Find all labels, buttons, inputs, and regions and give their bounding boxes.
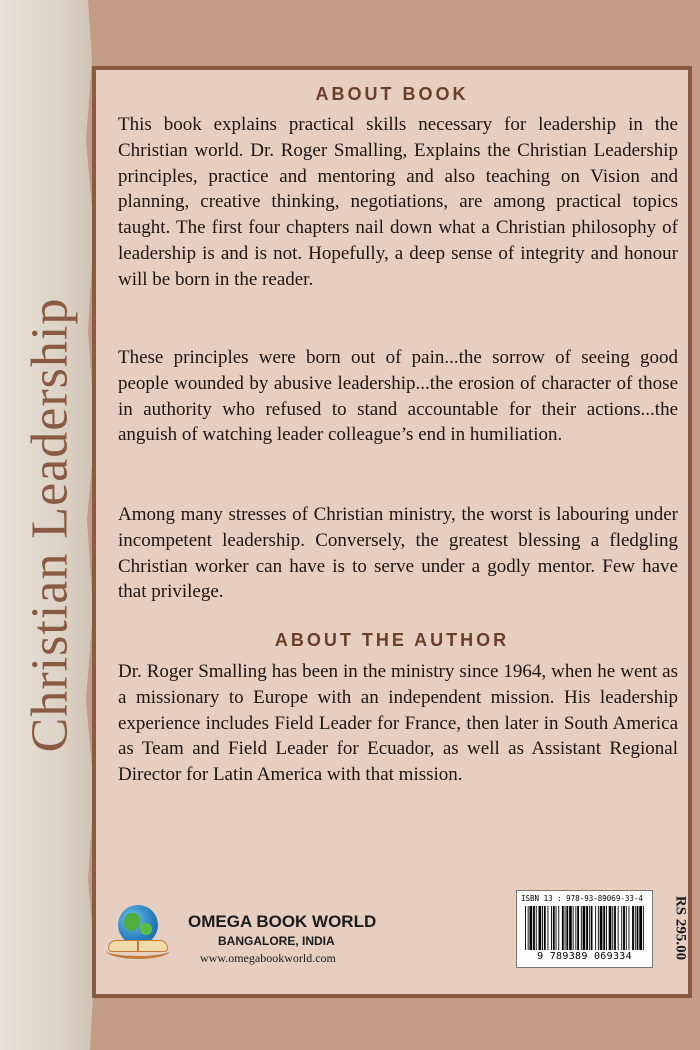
barcode-bar bbox=[637, 906, 639, 950]
barcode-bar bbox=[548, 906, 549, 950]
barcode-bar bbox=[606, 906, 607, 950]
publisher-location: BANGALORE, INDIA bbox=[218, 934, 335, 948]
globe-icon bbox=[118, 905, 158, 945]
barcode-bar bbox=[589, 906, 590, 950]
barcode-bar bbox=[536, 906, 537, 950]
about-author-paragraph: Dr. Roger Smalling has been in the ministry since 1964, when he went as a missionary to Europe with an independent mission. His leadership experience includes Field Leader for France, then later in South America as Team and Field Leader for Ecuador, as well as Assistant Regional Director for Latin America with that mission. bbox=[118, 661, 678, 786]
barcode-bar bbox=[581, 906, 582, 950]
about-book-paragraph-2: These principles were born out of pain...the sorrow of seeing good people wounded by abusive leadership...the erosion of character of those in authority who refused to stand accountable for their actions...the anguish of watching leader colleague’s end in humiliation. bbox=[118, 347, 678, 446]
about-book-paragraph-3: Among many stresses of Christian ministry, the worst is labouring under incompetent leadership. Conversely, the greatest blessing a fledgling Christian worker can have is to serve under a godly mentor. Few have that privilege. bbox=[118, 504, 678, 603]
barcode-bar bbox=[569, 906, 572, 950]
barcode-bar bbox=[544, 906, 546, 950]
barcode-bar bbox=[542, 906, 543, 950]
barcode-bar bbox=[629, 906, 630, 950]
barcode-bar bbox=[612, 906, 613, 950]
barcode-bar bbox=[525, 906, 526, 950]
barcode-bar bbox=[595, 906, 596, 950]
barcode-bar bbox=[583, 906, 586, 950]
publisher-website[interactable]: www.omegabookworld.com bbox=[200, 951, 336, 965]
barcode-bar bbox=[598, 906, 599, 950]
barcode-bar bbox=[626, 906, 627, 950]
barcode-bar bbox=[603, 906, 605, 950]
barcode-bar bbox=[530, 906, 533, 950]
barcode-bar bbox=[551, 906, 552, 950]
publisher-name: OMEGA BOOK WORLD bbox=[188, 912, 377, 931]
barcode-bars bbox=[525, 906, 645, 950]
barcode-bar bbox=[575, 906, 576, 950]
barcode-bar bbox=[528, 906, 529, 950]
about-book-heading: ABOUT BOOK bbox=[315, 84, 469, 104]
barcode-bar bbox=[566, 906, 568, 950]
barcode-bar bbox=[577, 906, 579, 950]
barcode bbox=[516, 890, 653, 968]
barcode-bar bbox=[556, 906, 557, 950]
content-panel bbox=[92, 66, 692, 998]
barcode-bar bbox=[533, 906, 535, 950]
barcode-digits: 9 789389 069334 bbox=[537, 951, 632, 962]
about-book-paragraph-1: This book explains practical skills necessary for leadership in the Christian world. Dr. Roger Smalling, Explains the Christian Leadership principles, practice and mentoring and also teaching on Vision and planning, creative thinking, negotiations, are among practical topics taught. The first four chapters nail down what a Christian philosophy of leadership is and is not. Hopefully, a deep sense of integrity and honour will be born in the reader. bbox=[118, 114, 678, 290]
barcode-bar bbox=[623, 906, 625, 950]
isbn-label: ISBN 13 : 978-93-89069-33-4 bbox=[521, 894, 643, 903]
barcode-bar bbox=[614, 906, 616, 950]
barcode-bar bbox=[553, 906, 555, 950]
barcode-bar bbox=[609, 906, 612, 950]
price-label: RS 295.00 bbox=[672, 895, 689, 961]
barcode-bar bbox=[573, 906, 574, 950]
about-author-heading: ABOUT THE AUTHOR bbox=[274, 630, 510, 650]
barcode-bar bbox=[558, 906, 559, 950]
open-book-icon bbox=[106, 942, 170, 959]
barcode-bar bbox=[539, 906, 542, 950]
barcode-bar bbox=[591, 906, 593, 950]
barcode-bar bbox=[562, 906, 564, 950]
barcode-bar bbox=[618, 906, 619, 950]
barcode-bar bbox=[639, 906, 642, 950]
barcode-bar bbox=[565, 906, 566, 950]
barcode-bar bbox=[635, 906, 636, 950]
barcode-bar bbox=[643, 906, 644, 950]
spine-title: Christian Leadership bbox=[21, 297, 79, 753]
barcode-bar bbox=[586, 906, 588, 950]
barcode-bar bbox=[632, 906, 634, 950]
barcode-bar bbox=[600, 906, 603, 950]
barcode-bar bbox=[621, 906, 622, 950]
